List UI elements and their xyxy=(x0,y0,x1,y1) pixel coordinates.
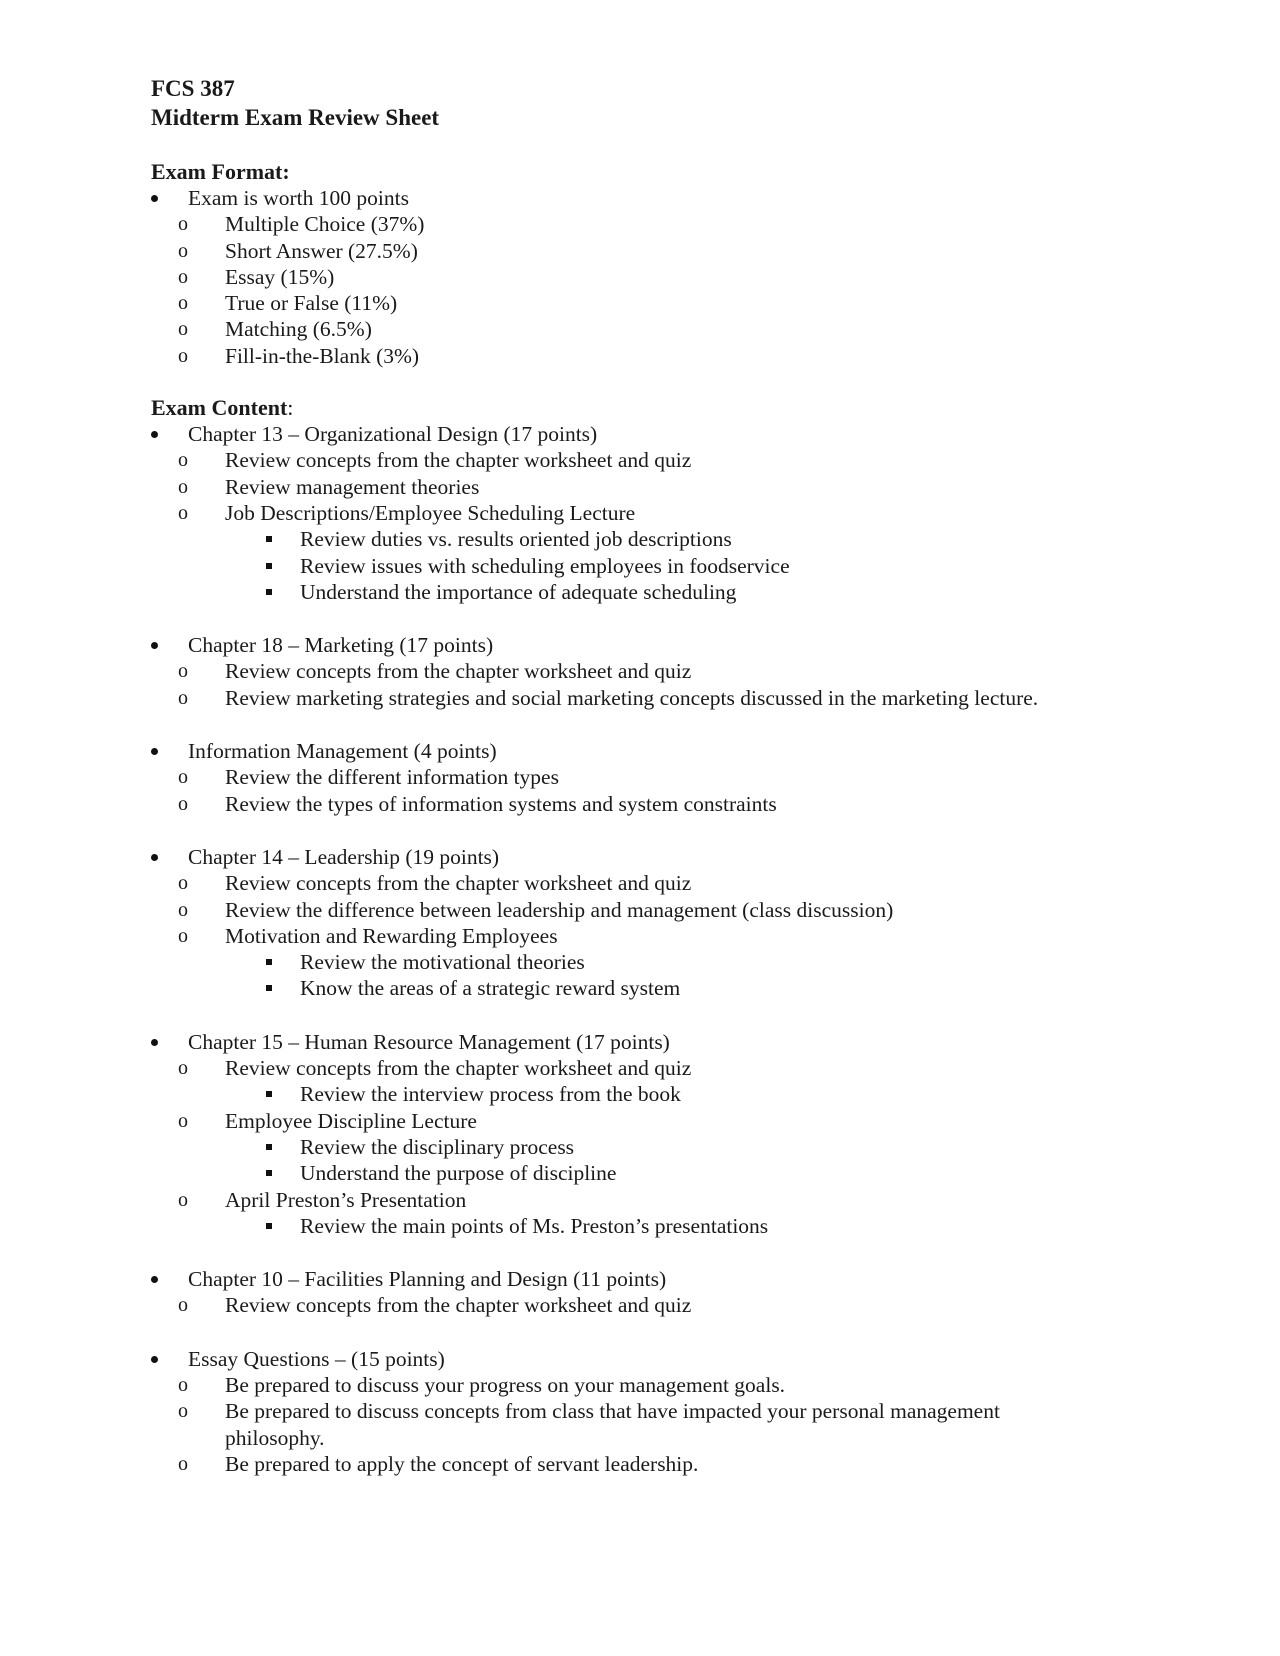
topic-subitem-text: Review issues with scheduling employees in foodservice xyxy=(300,553,790,578)
circle-bullet-icon: o xyxy=(178,1452,188,1475)
format-item-text: True or False (11%) xyxy=(225,291,398,316)
exam-content-heading-text: Exam Content xyxy=(151,395,288,421)
topic-item-text: Review concepts from the chapter worksheet and quiz xyxy=(225,1293,692,1318)
topic-item-text: Review marketing strategies and social marketing concepts discussed in the marketing lecture. xyxy=(225,685,1039,710)
topic-item-text: Be prepared to discuss concepts from class that have impacted your personal management philosophy. xyxy=(225,1399,1000,1450)
topic-item-text: April Preston’s Presentation xyxy=(225,1187,467,1212)
topic-subitem xyxy=(151,526,1151,552)
topic-subitem xyxy=(151,1160,1151,1186)
format-item xyxy=(151,290,1151,316)
topic-item xyxy=(151,1372,1151,1398)
course-code: FCS 387 xyxy=(151,76,235,101)
exam-format-heading: Exam Format: xyxy=(151,159,290,184)
square-bullet-icon xyxy=(266,536,272,542)
topic-item xyxy=(151,764,1151,790)
topic-title xyxy=(151,738,1151,764)
square-bullet-icon xyxy=(266,1091,272,1097)
circle-bullet-icon: o xyxy=(178,898,188,921)
bullet-disc-icon xyxy=(151,431,158,438)
topic-title-text: Information Management (4 points) xyxy=(188,739,497,764)
topic-item-text: Review concepts from the chapter worksheet and quiz xyxy=(225,659,692,684)
topic-item xyxy=(151,1187,1151,1213)
document-page xyxy=(151,74,1151,1477)
circle-bullet-icon: o xyxy=(178,686,188,709)
bullet-disc-icon xyxy=(151,1039,158,1046)
topic-subitem xyxy=(151,553,1151,579)
topic-item-text: Job Descriptions/Employee Scheduling Lecture xyxy=(225,500,636,525)
format-item xyxy=(151,264,1151,290)
topic-item-text: Be prepared to discuss your progress on your management goals. xyxy=(225,1372,786,1397)
topic-title xyxy=(151,1346,1151,1372)
topic-item xyxy=(151,870,1151,896)
format-item-text: Fill-in-the-Blank (3%) xyxy=(225,343,420,368)
format-lead-item xyxy=(151,185,1151,211)
topic-item xyxy=(151,1055,1151,1081)
topic-item-text: Review management theories xyxy=(225,474,480,499)
circle-bullet-icon: o xyxy=(178,292,188,315)
topic-subitem xyxy=(151,579,1151,605)
topic-subitem xyxy=(151,1081,1151,1107)
circle-bullet-icon: o xyxy=(178,344,188,367)
format-item xyxy=(151,343,1151,369)
format-item xyxy=(151,238,1151,264)
circle-bullet-icon: o xyxy=(178,318,188,341)
topic-item-text: Review the different information types xyxy=(225,765,559,790)
bullet-disc-icon xyxy=(151,195,158,202)
circle-bullet-icon: o xyxy=(178,1057,188,1080)
topic-title-text: Chapter 15 – Human Resource Management (17 points) xyxy=(188,1029,670,1054)
topic-subitem-text: Review duties vs. results oriented job descriptions xyxy=(300,527,732,552)
format-lead-text: Exam is worth 100 points xyxy=(188,186,409,210)
square-bullet-icon xyxy=(266,589,272,595)
circle-bullet-icon: o xyxy=(178,239,188,262)
format-item-text: Short Answer (27.5%) xyxy=(225,238,418,263)
topic-subitem xyxy=(151,1134,1151,1160)
exam-content-heading xyxy=(151,395,1151,421)
circle-bullet-icon: o xyxy=(178,660,188,683)
topic-subitem-text: Review the interview process from the book xyxy=(300,1082,681,1107)
exam-content-heading-colon: : xyxy=(287,395,294,421)
circle-bullet-icon: o xyxy=(178,213,188,236)
circle-bullet-icon: o xyxy=(178,924,188,947)
format-item-text: Essay (15%) xyxy=(225,264,335,289)
circle-bullet-icon: o xyxy=(178,265,188,288)
square-bullet-icon xyxy=(266,1170,272,1176)
format-item-text: Multiple Choice (37%) xyxy=(225,212,425,237)
topic-item xyxy=(151,1292,1151,1318)
format-item-text: Matching (6.5%) xyxy=(225,317,372,342)
topic-item xyxy=(151,923,1151,949)
circle-bullet-icon: o xyxy=(178,1294,188,1317)
topic-title xyxy=(151,421,1151,447)
topic-title-text: Chapter 13 – Organizational Design (17 points) xyxy=(188,422,598,447)
topic-title-text: Chapter 10 – Facilities Planning and Design (11 points) xyxy=(188,1267,667,1292)
topic-title-text: Chapter 14 – Leadership (19 points) xyxy=(188,844,500,869)
topic-title xyxy=(151,844,1151,870)
topic-subitem xyxy=(151,1213,1151,1239)
topic-subitem-text: Understand the importance of adequate scheduling xyxy=(300,579,737,604)
topic-subitem-text: Review the disciplinary process xyxy=(300,1134,575,1159)
topic-item xyxy=(151,474,1151,500)
topic-subitem-text: Review the motivational theories xyxy=(300,950,585,975)
bullet-disc-icon xyxy=(151,1276,158,1283)
topic-subitem-text: Review the main points of Ms. Preston’s presentations xyxy=(300,1213,769,1238)
topic-item xyxy=(151,685,1151,711)
circle-bullet-icon: o xyxy=(178,1373,188,1396)
circle-bullet-icon: o xyxy=(178,1109,188,1132)
topic-title-text: Essay Questions – (15 points) xyxy=(188,1346,445,1371)
bullet-disc-icon xyxy=(151,1356,158,1363)
topic-subitem-text: Understand the purpose of discipline xyxy=(300,1161,617,1186)
topic-title xyxy=(151,1266,1151,1292)
topic-title xyxy=(151,632,1151,658)
topic-item-text: Review the types of information systems and system constraints xyxy=(225,791,777,816)
topic-item xyxy=(151,791,1151,817)
topic-item xyxy=(151,1398,1151,1451)
topic-item xyxy=(151,1108,1151,1134)
topic-item xyxy=(151,447,1151,473)
topic-item-text: Review concepts from the chapter worksheet and quiz xyxy=(225,1056,692,1081)
circle-bullet-icon: o xyxy=(178,449,188,472)
topic-item-text: Review the difference between leadership and management (class discussion) xyxy=(225,897,894,922)
square-bullet-icon xyxy=(266,985,272,991)
document-title: Midterm Exam Review Sheet xyxy=(151,105,440,130)
circle-bullet-icon: o xyxy=(178,475,188,498)
circle-bullet-icon: o xyxy=(178,792,188,815)
format-item xyxy=(151,316,1151,342)
bullet-disc-icon xyxy=(151,642,158,649)
circle-bullet-icon: o xyxy=(178,766,188,789)
topic-item-text: Review concepts from the chapter worksheet and quiz xyxy=(225,871,692,896)
square-bullet-icon xyxy=(266,563,272,569)
topic-item-text: Review concepts from the chapter worksheet and quiz xyxy=(225,448,692,473)
topic-item xyxy=(151,658,1151,684)
circle-bullet-icon: o xyxy=(178,1400,188,1423)
content-topic-list xyxy=(151,421,1151,1477)
topic-subitem xyxy=(151,975,1151,1001)
topic-item-text: Be prepared to apply the concept of servant leadership. xyxy=(225,1451,699,1476)
square-bullet-icon xyxy=(266,1223,272,1229)
circle-bullet-icon: o xyxy=(178,872,188,895)
topic-title-text: Chapter 18 – Marketing (17 points) xyxy=(188,633,494,658)
format-item xyxy=(151,211,1151,237)
topic-item xyxy=(151,897,1151,923)
topic-item xyxy=(151,1451,1151,1477)
topic-item xyxy=(151,500,1151,526)
bullet-disc-icon xyxy=(151,854,158,861)
square-bullet-icon xyxy=(266,1144,272,1150)
topic-item-text: Motivation and Rewarding Employees xyxy=(225,923,558,948)
bullet-disc-icon xyxy=(151,748,158,755)
circle-bullet-icon: o xyxy=(178,1188,188,1211)
format-item-list xyxy=(151,211,1151,369)
square-bullet-icon xyxy=(266,959,272,965)
topic-subitem xyxy=(151,949,1151,975)
topic-subitem-text: Know the areas of a strategic reward system xyxy=(300,976,681,1001)
topic-item-text: Employee Discipline Lecture xyxy=(225,1108,477,1133)
topic-title xyxy=(151,1029,1151,1055)
circle-bullet-icon: o xyxy=(178,501,188,524)
